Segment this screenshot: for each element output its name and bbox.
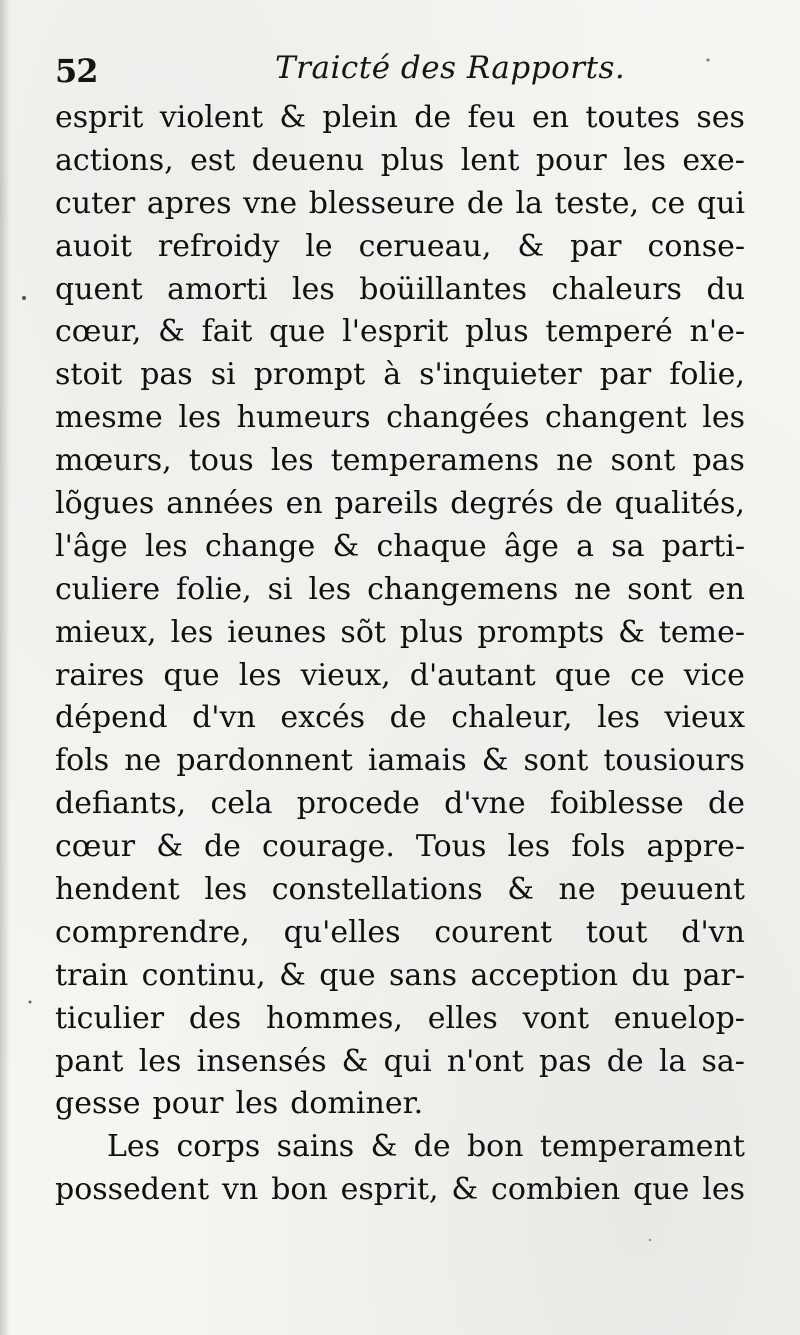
text-word: ieunes <box>227 614 327 650</box>
text-word: possedent <box>55 1172 210 1208</box>
text-word: courent <box>434 914 553 950</box>
text-word: les <box>178 400 222 436</box>
text-word: du <box>631 957 670 993</box>
text-line <box>55 269 745 312</box>
text-word: & <box>481 743 509 779</box>
text-word: hendent <box>55 872 180 908</box>
text-word: les <box>204 872 248 908</box>
page-binding-shadow <box>0 0 10 1335</box>
text-word: par- <box>683 957 745 993</box>
running-title: Traicté des Rapports. <box>275 50 626 86</box>
text-word: les <box>138 1043 182 1079</box>
text-line <box>55 912 745 955</box>
text-word: & <box>507 872 534 908</box>
text-line <box>55 1126 745 1169</box>
text-word: la <box>515 185 543 221</box>
text-word: actions, <box>55 142 174 178</box>
text-word: les <box>597 700 640 736</box>
page-header <box>55 50 745 94</box>
text-word: sa- <box>701 1043 745 1079</box>
text-word: plein <box>322 100 398 135</box>
text-word: & <box>332 528 360 564</box>
text-word: mieux, <box>55 614 157 650</box>
text-word: fols <box>55 743 110 779</box>
text-word: excés <box>280 700 366 736</box>
text-word: sans <box>389 957 458 993</box>
text-word: de <box>606 1043 644 1079</box>
text-word: l'âge <box>55 528 128 564</box>
text-word: culiere <box>55 571 161 607</box>
text-word: tout <box>585 914 648 950</box>
text-word: train <box>55 957 129 993</box>
text-word: raires <box>55 657 145 693</box>
text-line <box>55 1083 745 1126</box>
text-word: exe- <box>682 142 745 178</box>
text-word: stoit <box>55 357 123 393</box>
text-word: mesme <box>55 400 163 436</box>
text-word: d'vne <box>444 786 526 822</box>
text-word: dominer. <box>290 1086 424 1122</box>
text-word: temperé <box>545 314 673 350</box>
text-word: que <box>269 314 326 350</box>
text-word: plus <box>399 614 464 650</box>
text-word: toutes <box>585 100 681 135</box>
text-word: les <box>623 142 666 178</box>
text-word: corps <box>176 1129 261 1165</box>
text-word: sont <box>523 743 589 779</box>
text-word: de <box>414 100 452 135</box>
text-word: insensés <box>196 1043 327 1079</box>
text-line <box>55 740 745 783</box>
text-word: âge <box>504 528 559 564</box>
text-word: appre- <box>646 829 745 865</box>
text-word: de <box>565 486 603 522</box>
text-word: chaleurs <box>551 271 682 307</box>
text-word: ses <box>696 100 745 135</box>
text-line <box>55 354 745 397</box>
text-word: defiants, <box>55 786 187 822</box>
text-word: d'vn <box>681 914 745 950</box>
text-word: continu, <box>141 957 266 993</box>
text-word: procede <box>296 786 420 822</box>
text-word: lõgues <box>55 486 155 522</box>
text-line <box>55 440 745 483</box>
text-line <box>55 1041 745 1084</box>
text-word: vont <box>522 1000 589 1036</box>
text-word: que <box>163 657 220 693</box>
text-word: bon <box>466 1129 524 1165</box>
text-word: esprit <box>55 100 144 135</box>
text-word: conse- <box>647 228 745 264</box>
text-word: quent <box>55 271 143 307</box>
text-word: en <box>285 486 323 522</box>
text-word: d'autant <box>409 657 536 693</box>
text-word: feu <box>467 100 516 135</box>
text-word: fols <box>571 829 626 865</box>
text-line <box>55 697 745 740</box>
text-word: boüillantes <box>359 271 528 307</box>
text-line <box>55 483 745 526</box>
text-word: & <box>279 100 307 135</box>
text-word: changemens <box>367 571 559 607</box>
text-word: pour <box>152 1086 224 1122</box>
text-word: pardonnent <box>176 743 353 779</box>
text-word: sont <box>610 443 676 479</box>
text-word: les <box>702 1172 745 1208</box>
text-word: cœur <box>55 829 136 865</box>
text-word: courage. <box>261 829 395 865</box>
text-word: & <box>158 314 185 350</box>
text-word: degrés <box>450 486 554 522</box>
text-word: si <box>210 357 236 393</box>
text-line <box>55 655 745 698</box>
text-word: lent <box>460 142 520 178</box>
text-word: années <box>166 486 274 522</box>
text-word: les <box>170 614 214 650</box>
text-line <box>55 869 745 912</box>
text-word: d'vn <box>192 700 256 736</box>
text-word: du <box>706 271 745 307</box>
text-line <box>55 998 745 1041</box>
text-word: cœur, <box>55 314 142 350</box>
text-word: & <box>279 957 306 993</box>
text-word: de <box>389 700 427 736</box>
text-word: vieux <box>664 700 745 736</box>
text-word: sains <box>276 1129 355 1165</box>
text-line <box>55 311 745 354</box>
text-word: sont <box>627 571 692 607</box>
text-word: pour <box>535 142 607 178</box>
text-word: amorti <box>167 271 268 307</box>
text-word: gesse <box>55 1086 141 1122</box>
text-word: vn <box>222 1172 259 1208</box>
text-word: violent <box>159 100 264 135</box>
text-word: blesseure <box>308 185 456 221</box>
text-word: tousiours <box>603 743 745 779</box>
text-word: plus <box>465 314 529 350</box>
text-word: est <box>190 142 236 178</box>
text-word: vice <box>683 657 745 693</box>
text-word: de <box>413 1129 451 1165</box>
text-word: en <box>532 100 570 135</box>
text-word: cela <box>210 786 273 822</box>
body-text <box>55 97 745 1212</box>
text-word: Les <box>107 1129 161 1165</box>
text-word: refroidy <box>157 228 280 264</box>
text-word: temperamens <box>330 443 540 479</box>
text-word: de <box>203 829 241 865</box>
text-line <box>55 226 745 269</box>
text-word: qu'elles <box>283 914 401 950</box>
text-word: ce <box>650 185 686 221</box>
text-word: iamais <box>367 743 467 779</box>
text-word: enuelop- <box>613 1000 745 1036</box>
text-word: chaque <box>376 528 487 564</box>
text-word: vieux, <box>300 657 391 693</box>
text-word: des <box>188 1000 242 1036</box>
text-word: folie, <box>669 357 745 393</box>
text-line <box>55 955 745 998</box>
text-word: à <box>383 357 402 393</box>
text-word: apres <box>146 185 232 221</box>
text-word: de <box>466 185 504 221</box>
text-word: ne <box>558 872 596 908</box>
text-line <box>55 569 745 612</box>
text-word: le <box>305 228 333 264</box>
text-word: sõt <box>340 614 386 650</box>
text-word: constellations <box>271 872 483 908</box>
text-word: n'ont <box>446 1043 524 1079</box>
text-word: acception <box>470 957 618 993</box>
text-word: n'e- <box>689 314 745 350</box>
text-word: prompts <box>477 614 605 650</box>
text-word: que <box>554 657 612 693</box>
text-word: & <box>341 1043 369 1079</box>
text-word: fait <box>201 314 253 350</box>
text-line <box>55 783 745 826</box>
text-word: pas <box>692 443 745 479</box>
text-word: les <box>308 571 352 607</box>
text-word: ne <box>124 743 162 779</box>
text-word: ce <box>630 657 665 693</box>
text-word: & <box>618 614 645 650</box>
text-word: auoit <box>55 228 132 264</box>
text-word: pas <box>539 1043 592 1079</box>
text-word: peuuent <box>620 872 745 908</box>
text-word: l'esprit <box>342 314 449 350</box>
text-word: parti- <box>661 528 745 564</box>
text-line <box>55 526 745 569</box>
text-word: les <box>507 829 551 865</box>
text-word: les <box>702 400 745 436</box>
text-word: les <box>292 271 335 307</box>
text-word: en <box>707 571 745 607</box>
text-word: & <box>156 829 183 865</box>
text-word: ne <box>556 443 594 479</box>
text-word: s'inquieter <box>419 357 582 393</box>
text-word: deuenu <box>251 142 365 178</box>
text-word: pareils <box>334 486 439 522</box>
text-word: les <box>144 528 188 564</box>
text-word: changées <box>386 400 530 436</box>
text-word: par <box>570 228 622 264</box>
text-word: & <box>451 1172 479 1208</box>
text-word: par <box>599 357 652 393</box>
text-word: pant <box>55 1043 124 1079</box>
text-word: combien <box>491 1172 621 1208</box>
text-line <box>55 97 745 140</box>
text-word: dépend <box>55 700 168 736</box>
text-word: cuter <box>55 185 136 221</box>
text-word: Tous <box>415 829 487 865</box>
text-line <box>55 612 745 655</box>
text-word: teste, <box>554 185 640 221</box>
text-word: vne <box>243 185 298 221</box>
text-word: & <box>370 1129 398 1165</box>
text-word: tous <box>188 443 254 479</box>
text-word: chaleur, <box>451 700 573 736</box>
text-word: pas <box>140 357 193 393</box>
text-word: changent <box>545 400 687 436</box>
text-line <box>55 183 745 226</box>
text-word: les <box>270 443 314 479</box>
text-word: foiblesse <box>549 786 684 822</box>
text-word: sa <box>611 528 645 564</box>
text-word: hommes, <box>265 1000 403 1036</box>
text-word: ticulier <box>55 1000 165 1036</box>
text-word: la <box>658 1043 687 1079</box>
text-word: bon <box>271 1172 328 1208</box>
text-line <box>55 397 745 440</box>
text-word: elles <box>427 1000 498 1036</box>
text-word: prompt <box>253 357 366 393</box>
text-word: les <box>235 1086 279 1122</box>
text-word: qui <box>383 1043 432 1079</box>
text-word: les <box>238 657 282 693</box>
text-word: comprendre, <box>55 914 250 950</box>
text-line <box>55 1169 745 1212</box>
page-number: 52 <box>55 52 98 90</box>
text-word: temperament <box>539 1129 745 1165</box>
text-word: que <box>633 1172 690 1208</box>
text-word: folie, <box>176 571 252 607</box>
text-line <box>55 140 745 183</box>
text-word: mœurs, <box>55 443 172 479</box>
text-word: que <box>319 957 376 993</box>
text-word: de <box>708 786 745 822</box>
text-word: & <box>517 228 545 264</box>
text-word: esprit, <box>340 1172 439 1208</box>
text-word: ne <box>574 571 612 607</box>
text-word: humeurs <box>236 400 371 436</box>
text-word: si <box>267 571 293 607</box>
text-word: teme- <box>658 614 745 650</box>
text-word: change <box>204 528 316 564</box>
text-word: plus <box>380 142 445 178</box>
text-word: a <box>576 528 594 564</box>
text-word: cerueau, <box>358 228 492 264</box>
text-word: qualités, <box>614 486 745 522</box>
text-word: qui <box>696 185 745 221</box>
text-line <box>55 826 745 869</box>
